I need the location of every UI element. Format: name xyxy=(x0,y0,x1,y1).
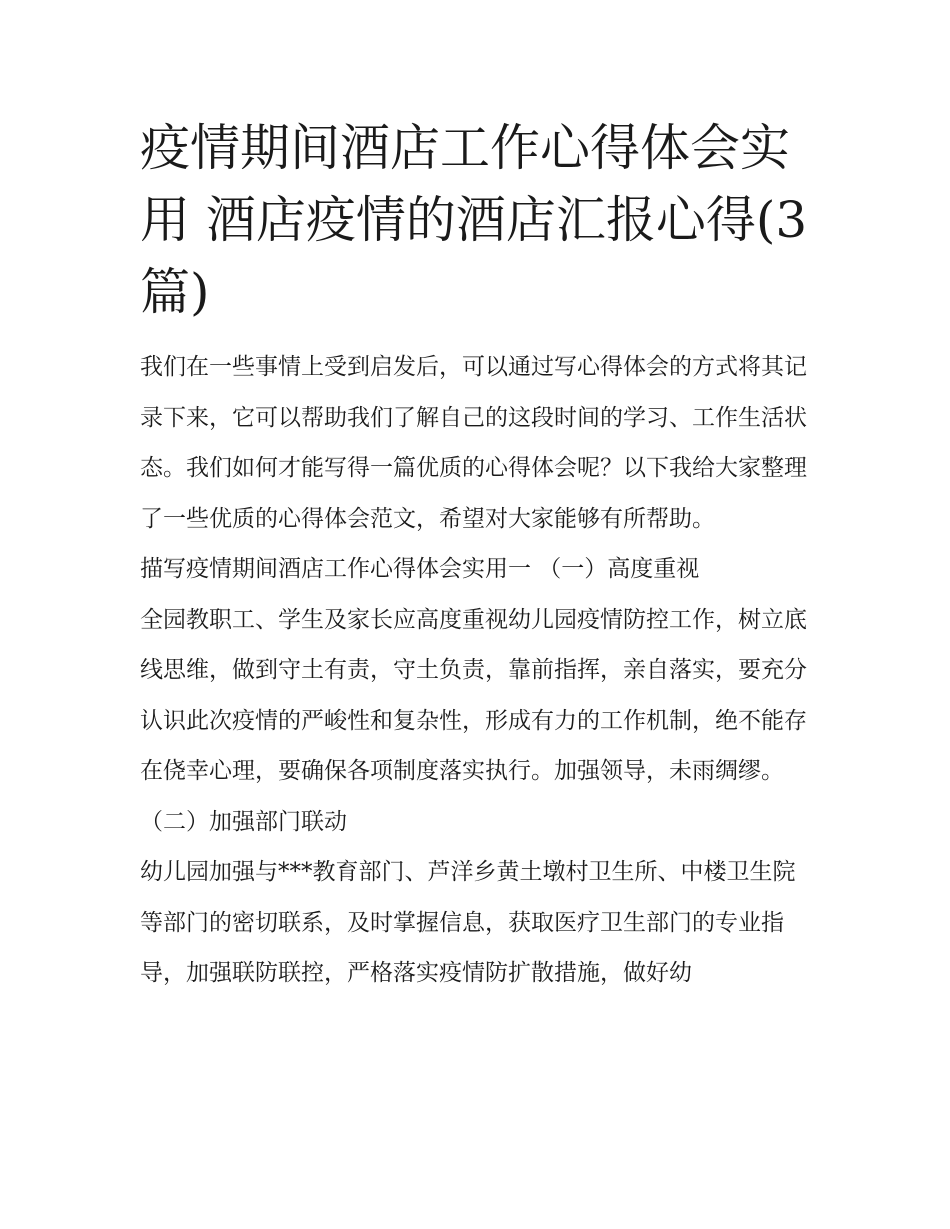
document-body xyxy=(140,112,812,999)
section-heading-two: （二）加强部门联动 xyxy=(140,808,347,835)
intro-paragraph: 我们在一些事情上受到启发后，可以通过写心得体会的方式将其记录下来，它可以帮助我们了解自己的这段时间的学习、工作生活状态。我们如何才能写得一篇优质的心得体会呢？以下我给大家整理了一些优质的心得体会范文，希望对大家能够有所帮助。 xyxy=(140,354,807,532)
section-one-paragraph: 全园教职工、学生及家长应高度重视幼儿园疫情防控工作，树立底线思维，做到守土有责，守土负责，靠前指挥，亲自落实，要充分认识此次疫情的严峻性和复杂性，形成有力的工作机制，绝不能存在侥幸心理，要确保各项制度落实执行。加强领导，未雨绸缪。 xyxy=(140,606,807,784)
section-two-paragraph: 幼儿园加强与***教育部门、芦洋乡黄土墩村卫生所、中楼卫生院等部门的密切联系，及时掌握信息，获取医疗卫生部门的专业指导，加强联防联控，严格落实疫情防扩散措施，做好幼 xyxy=(140,859,796,986)
document-title: 疫情期间酒店工作心得体会实用 酒店疫情的酒店汇报心得(3篇) xyxy=(140,119,808,321)
section-heading-one: 描写疫情期间酒店工作心得体会实用一 （一）高度重视 xyxy=(140,556,700,582)
